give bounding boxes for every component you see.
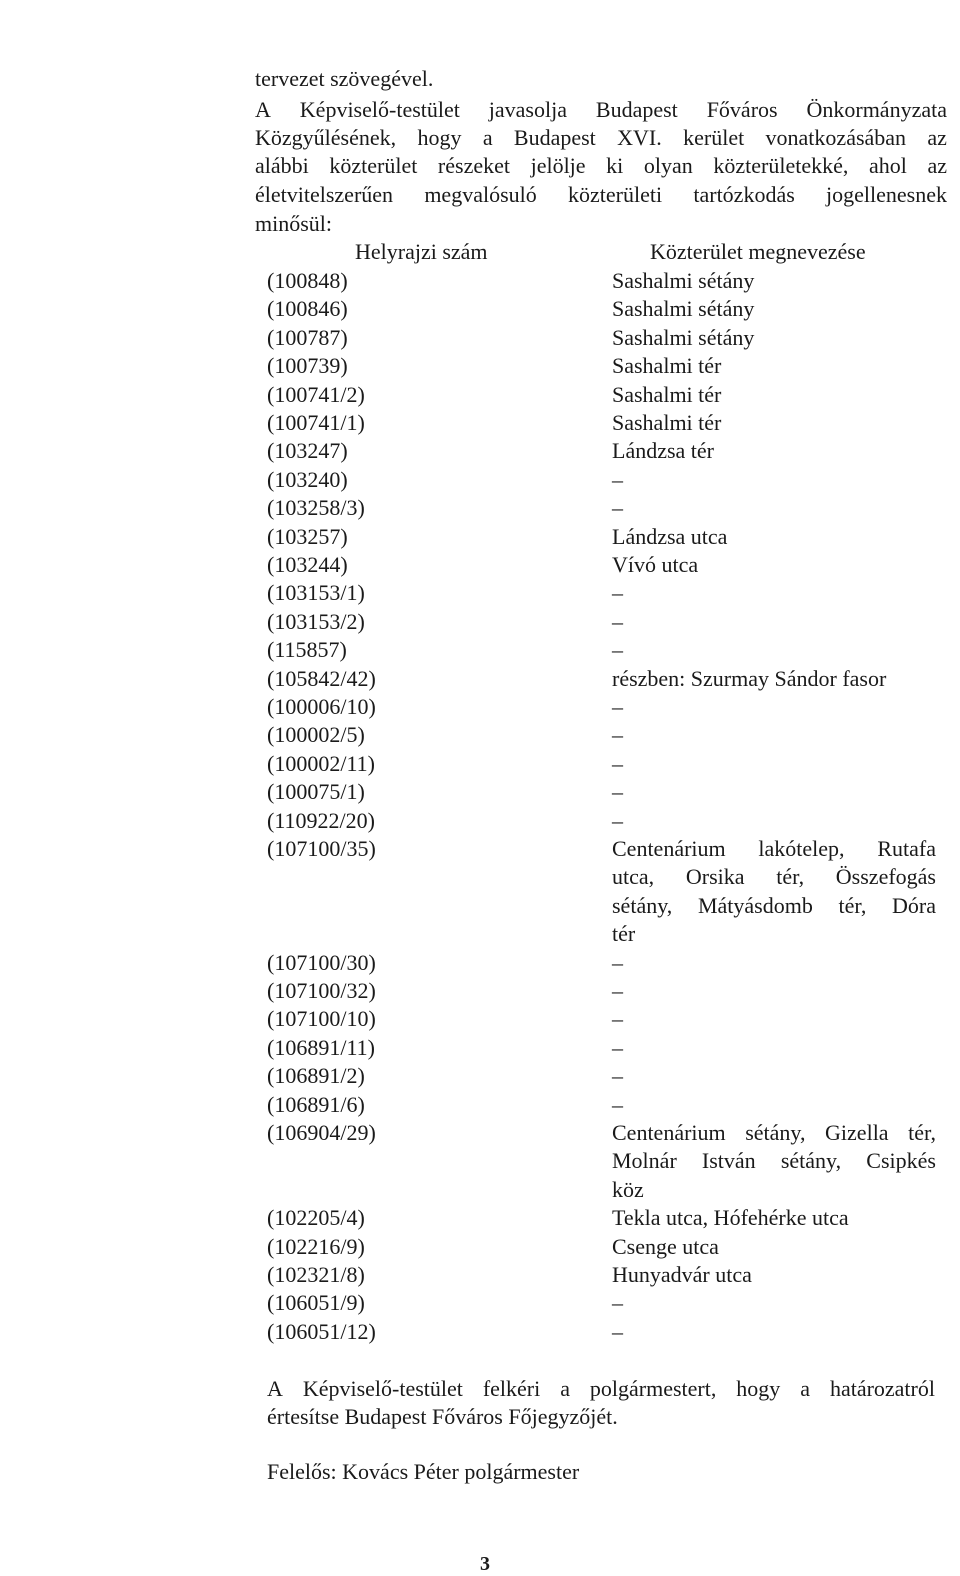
name-line bbox=[612, 1119, 936, 1147]
parcel-number: (102321/8) bbox=[267, 1262, 365, 1287]
table-row bbox=[0, 1005, 960, 1033]
parcel-number: (106051/9) bbox=[267, 1290, 365, 1316]
word: közterületi bbox=[568, 182, 663, 207]
word: megvalósuló bbox=[424, 182, 537, 207]
public-area-name: – bbox=[612, 1290, 623, 1316]
word: életvitelszerűen bbox=[255, 182, 394, 207]
parcel-number: (103244) bbox=[267, 552, 348, 577]
table-row bbox=[0, 1091, 960, 1119]
parcel-number: (100739) bbox=[267, 353, 348, 379]
word: köz bbox=[612, 1176, 644, 1202]
intro-line-2 bbox=[255, 96, 947, 124]
public-area-name: Lándzsa tér bbox=[612, 438, 714, 464]
public-area-name: – bbox=[612, 580, 623, 606]
word: alábbi bbox=[255, 153, 309, 178]
word: hogy bbox=[736, 1376, 781, 1401]
word: vonatkozásában bbox=[765, 125, 907, 150]
word: Csipkés bbox=[866, 1148, 936, 1174]
word: Molnár bbox=[612, 1148, 677, 1174]
parcel-number: (106051/12) bbox=[267, 1318, 376, 1344]
intro-line-5 bbox=[255, 181, 947, 209]
name-line bbox=[612, 892, 936, 920]
parcel-number: (102205/4) bbox=[267, 1205, 365, 1231]
name-line bbox=[612, 835, 936, 863]
parcel-number: (107100/10) bbox=[267, 1006, 376, 1032]
parcel-number: (103153/2) bbox=[267, 608, 365, 634]
column-header-public-area-name: Közterület megnevezése bbox=[650, 239, 866, 264]
intro-line-1: tervezet szövegével. bbox=[255, 66, 434, 91]
word: tér, bbox=[908, 1120, 936, 1145]
public-area-name: – bbox=[612, 1034, 623, 1060]
word: a bbox=[800, 1376, 810, 1401]
public-area-name: – bbox=[612, 1091, 623, 1117]
word: az bbox=[927, 153, 947, 178]
table-row bbox=[0, 352, 960, 380]
parcel-number: (107100/32) bbox=[267, 978, 376, 1003]
public-area-name: – bbox=[612, 949, 623, 975]
table-row bbox=[0, 324, 960, 352]
page-number: 3 bbox=[480, 1553, 490, 1575]
word: jogellenesnek bbox=[826, 182, 947, 207]
public-area-name: Lándzsa utca bbox=[612, 523, 728, 549]
table-row bbox=[0, 551, 960, 579]
table-row bbox=[0, 721, 960, 749]
word: közterületekké, bbox=[713, 153, 849, 178]
public-area-name: Csenge utca bbox=[612, 1233, 719, 1259]
table-row bbox=[0, 665, 960, 693]
public-area-name bbox=[612, 835, 936, 949]
word: Budapest bbox=[595, 97, 678, 122]
name-line bbox=[612, 1147, 936, 1175]
intro-line-6: minősül: bbox=[255, 211, 333, 236]
word: tér, bbox=[776, 864, 805, 890]
parcel-number: (106891/11) bbox=[267, 1034, 375, 1060]
parcel-number: (100741/1) bbox=[267, 410, 365, 435]
parcel-number: (100002/11) bbox=[267, 750, 375, 776]
table-row bbox=[0, 1289, 960, 1317]
word: kerület bbox=[683, 125, 745, 150]
table-row bbox=[0, 494, 960, 522]
public-area-name: Sashalmi sétány bbox=[612, 268, 755, 293]
parcel-number: (103240) bbox=[267, 466, 348, 492]
table-row bbox=[0, 1119, 960, 1202]
table-row bbox=[0, 636, 960, 664]
parcel-number: (107100/30) bbox=[267, 949, 376, 975]
word: javasolja bbox=[488, 97, 567, 122]
public-area-name: Sashalmi sétány bbox=[612, 324, 755, 350]
parcel-number: (103153/1) bbox=[267, 580, 365, 606]
table-row bbox=[0, 1233, 960, 1261]
word: felkéri bbox=[482, 1376, 541, 1401]
word: Rutafa bbox=[877, 836, 936, 861]
word: A bbox=[255, 97, 271, 122]
table-row bbox=[0, 381, 960, 409]
word: a bbox=[482, 125, 493, 150]
table-row bbox=[0, 437, 960, 465]
public-area-name: – bbox=[612, 779, 623, 805]
table-row bbox=[0, 466, 960, 494]
closing-line-1 bbox=[267, 1375, 935, 1403]
parcel-number: (105842/42) bbox=[267, 665, 376, 691]
word: lakótelep, bbox=[758, 836, 845, 861]
public-area-name: – bbox=[612, 1318, 623, 1344]
table-row bbox=[0, 1034, 960, 1062]
name-line bbox=[612, 1176, 936, 1204]
word: Orsika bbox=[685, 864, 745, 890]
word: XVI. bbox=[617, 125, 662, 150]
word: jelölje bbox=[530, 153, 586, 178]
word: Közgyűlésének, bbox=[255, 125, 397, 150]
parcel-number: (100848) bbox=[267, 268, 348, 293]
parcel-number: (115857) bbox=[267, 637, 347, 663]
table-row bbox=[0, 579, 960, 607]
word: polgármestert, bbox=[589, 1376, 717, 1401]
name-line bbox=[612, 920, 936, 948]
table-row bbox=[0, 807, 960, 835]
word: tér bbox=[612, 921, 636, 947]
parcel-number: (103257) bbox=[267, 523, 348, 549]
word: Budapest bbox=[513, 125, 596, 150]
intro-line-3 bbox=[255, 124, 947, 152]
public-area-name: – bbox=[612, 750, 623, 776]
public-area-name: – bbox=[612, 495, 623, 521]
public-area-name: Sashalmi tér bbox=[612, 353, 722, 379]
public-area-name: – bbox=[612, 694, 623, 719]
table-row bbox=[0, 409, 960, 437]
word: Gizella bbox=[825, 1120, 889, 1145]
table-row bbox=[0, 1204, 960, 1232]
name-line bbox=[612, 863, 936, 891]
parcel-number: (102216/9) bbox=[267, 1233, 365, 1259]
closing-line-2: értesítse Budapest Főváros Főjegyzőjét. bbox=[267, 1404, 618, 1429]
word: Önkormányzata bbox=[806, 97, 947, 122]
word: olyan bbox=[643, 153, 693, 178]
table-row bbox=[0, 1318, 960, 1346]
parcel-number: (110922/20) bbox=[267, 807, 375, 833]
word: részeket bbox=[437, 153, 510, 178]
public-area-name: Hunyadvár utca bbox=[612, 1262, 752, 1287]
parcel-number: (100787) bbox=[267, 324, 348, 350]
word: a bbox=[560, 1376, 570, 1401]
word: Összefogás bbox=[835, 864, 936, 890]
public-area-name: Tekla utca, Hófehérke utca bbox=[612, 1205, 849, 1231]
parcel-number: (106891/6) bbox=[267, 1091, 365, 1117]
word: sétány, bbox=[780, 1148, 842, 1174]
word: tér, bbox=[838, 892, 867, 918]
word: Képviselő-testület bbox=[299, 97, 460, 122]
parcel-number: (103258/3) bbox=[267, 495, 365, 521]
public-area-name: – bbox=[612, 1006, 623, 1032]
public-area-name: – bbox=[612, 722, 623, 748]
responsible-person: Felelős: Kovács Péter polgármester bbox=[267, 1459, 580, 1484]
word: ahol bbox=[868, 153, 907, 178]
word: tartózkodás bbox=[693, 182, 795, 207]
parcel-number: (100006/10) bbox=[267, 694, 376, 719]
parcel-number: (103247) bbox=[267, 438, 348, 464]
table-row bbox=[0, 1062, 960, 1090]
word: Centenárium bbox=[612, 836, 726, 861]
column-header-parcel-number: Helyrajzi szám bbox=[355, 239, 488, 264]
table-row bbox=[0, 977, 960, 1005]
table-row bbox=[0, 1261, 960, 1289]
word: István bbox=[701, 1148, 756, 1174]
word: az bbox=[927, 125, 947, 150]
table-row bbox=[0, 523, 960, 551]
intro-line-4 bbox=[255, 152, 947, 180]
word: Képviselő-testület bbox=[302, 1376, 463, 1401]
word: Dóra bbox=[892, 892, 936, 918]
public-area-name: – bbox=[612, 978, 623, 1003]
word: határozatról bbox=[829, 1376, 935, 1401]
parcel-number: (100002/5) bbox=[267, 722, 365, 748]
word: Centenárium bbox=[612, 1120, 726, 1145]
public-area-name: Sashalmi sétány bbox=[612, 296, 755, 322]
word: sétány, bbox=[745, 1120, 806, 1145]
public-area-name: – bbox=[612, 807, 623, 833]
table-row bbox=[0, 693, 960, 721]
public-area-name: – bbox=[612, 637, 623, 663]
public-area-name: Sashalmi tér bbox=[612, 410, 722, 435]
word: A bbox=[267, 1376, 283, 1401]
word: közterület bbox=[329, 153, 418, 178]
parcel-number: (100846) bbox=[267, 296, 348, 322]
parcel-number: (106904/29) bbox=[267, 1120, 376, 1145]
public-area-name: Vívó utca bbox=[612, 552, 699, 577]
table-row bbox=[0, 295, 960, 323]
word: ki bbox=[606, 153, 624, 178]
parcel-number: (100741/2) bbox=[267, 381, 365, 407]
public-area-name: részben: Szurmay Sándor fasor bbox=[612, 665, 887, 691]
table-row bbox=[0, 949, 960, 977]
parcel-number: (106891/2) bbox=[267, 1063, 365, 1089]
parcel-number: (100075/1) bbox=[267, 779, 365, 805]
public-area-name: – bbox=[612, 1063, 623, 1089]
public-area-name: – bbox=[612, 466, 623, 492]
word: Mátyásdomb bbox=[697, 892, 813, 918]
public-area-name: Sashalmi tér bbox=[612, 381, 722, 407]
table-row bbox=[0, 750, 960, 778]
public-area-name: – bbox=[612, 608, 623, 634]
word: hogy bbox=[417, 125, 462, 150]
word: sétány, bbox=[612, 892, 673, 918]
word: utca, bbox=[612, 864, 655, 890]
parcel-number: (107100/35) bbox=[267, 836, 376, 861]
table-row bbox=[0, 778, 960, 806]
public-area-name bbox=[612, 1119, 936, 1204]
table-row bbox=[0, 267, 960, 295]
word: Főváros bbox=[706, 97, 778, 122]
table-row bbox=[0, 608, 960, 636]
table-row bbox=[0, 835, 960, 947]
